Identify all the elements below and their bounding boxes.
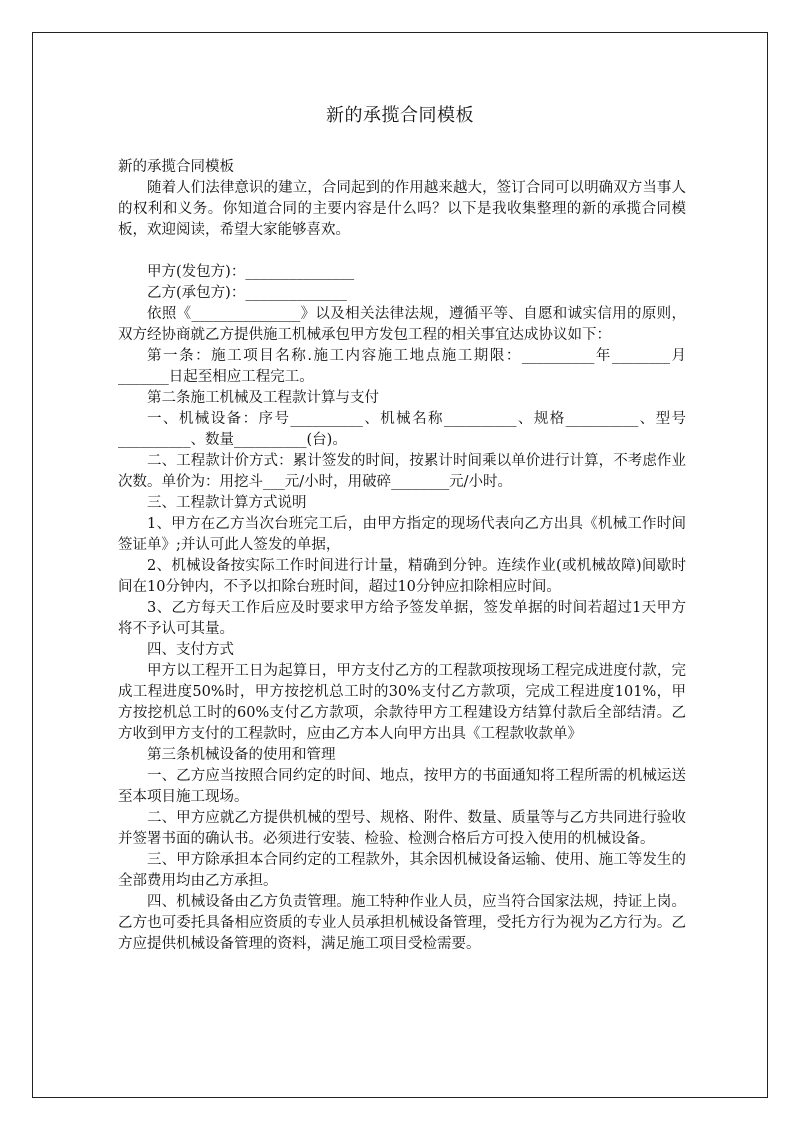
- paragraph: 乙方(承包方)：______________: [147, 285, 347, 301]
- paragraph: 三、甲方除承担本合同约定的工程款外，其余因机械设备运输、使用、施工等发生的全部费用均由乙方承担。: [118, 852, 686, 889]
- paragraph: 随着人们法律意识的建立，合同起到的作用越来越大，签订合同可以明确双方当事人的权利和义务。你知道合同的主要内容是什么吗？以下是我收集整理的新的承揽合同模板，欢迎阅读，希望大家能够喜欢。: [118, 180, 686, 238]
- paragraph: 第三条机械设备的使用和管理: [147, 747, 336, 763]
- paragraph: 四、机械设备由乙方负责管理。施工特种作业人员，应当符合国家法规，持证上岗。乙方也可委托具备相应资质的专业人员承担机械设备管理，受托方行为视为乙方行为。乙方应提供机械设备管理的资料，满足施工项目受检需要。: [118, 894, 686, 952]
- paragraph: 甲方(发包方)：_______________: [147, 264, 355, 280]
- paragraph: 四、支付方式: [147, 642, 234, 658]
- paragraph: 1、甲方在乙方当次台班完工后，由甲方指定的现场代表向乙方出具《机械工作时间签证单》;并认可此人签发的单据，: [118, 516, 686, 553]
- paragraph: 新的承揽合同模板: [118, 159, 234, 175]
- paragraph: 二、甲方应就乙方提供机械的型号、规格、附件、数量、质量等与乙方共同进行验收并签署书面的确认书。必须进行安装、检验、检测合格后方可投入使用的机械设备。: [118, 810, 686, 847]
- paragraph: 第一条：施工项目名称.施工内容施工地点施工期限：__________年________月_______日起至相应工程完工。: [118, 348, 686, 385]
- paragraph: 依照《_______________》以及相关法律法规，遵循平等、自愿和诚实信用的原则，双方经协商就乙方提供施工机械承包甲方发包工程的相关事宜达成协议如下：: [118, 306, 686, 343]
- paragraph: 三、工程款计算方式说明: [147, 495, 307, 511]
- document-title: 新的承揽合同模板: [326, 105, 474, 126]
- paragraph: 第二条施工机械及工程款计算与支付: [147, 390, 379, 406]
- paragraph: 一、机械设备：序号__________、机械名称__________、规格__________、型号__________、数量__________(台)。: [118, 411, 686, 448]
- paragraph: 一、乙方应当按照合同约定的时间、地点，按甲方的书面通知将工程所需的机械运送至本项目施工现场。: [118, 768, 686, 805]
- paragraph: 2、机械设备按实际工作时间进行计量，精确到分钟。连续作业(或机械故障)间歇时间在10分钟内，不予以扣除台班时间，超过10分钟应扣除相应时间。: [118, 558, 686, 595]
- paragraph: 甲方以工程开工日为起算日，甲方支付乙方的工程款项按现场工程完成进度付款，完成工程进度50%时，甲方按挖机总工时的30%支付乙方款项，完成工程进度101%，甲方按挖机总工时的60%支付乙方款项，余款待甲方工程建设方结算付款后全部结清。乙方收到甲方支付的工程款时，应由乙方本人向甲方出具《工程款收款单》: [118, 663, 686, 742]
- paragraph: 二、工程款计价方式：累计签发的时间，按累计时间乘以单价进行计算，不考虑作业次数。单价为：用挖斗___元/小时，用破碎________元/小时。: [118, 453, 686, 490]
- paragraph: 3、乙方每天工作后应及时要求甲方给予签发单据，签发单据的时间若超过1天甲方将不予认可其量。: [118, 600, 686, 637]
- document-body: [118, 157, 686, 955]
